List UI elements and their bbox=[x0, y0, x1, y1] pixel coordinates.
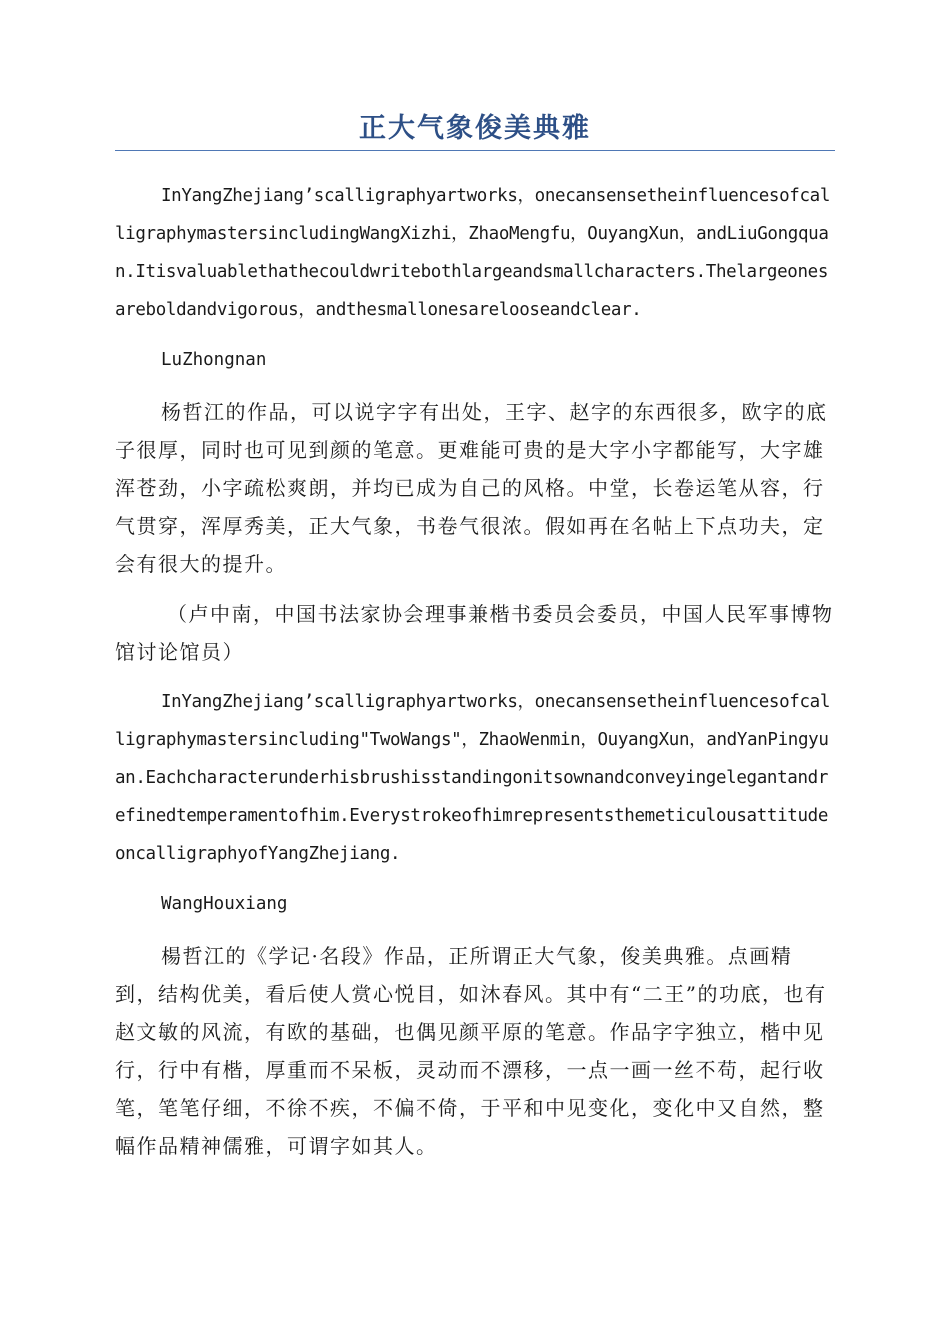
document-body bbox=[115, 177, 835, 1165]
chinese-paragraph-2: 楊哲江的《学记·名段》作品，正所谓正大气象，俊美典雅。点画精到，结构优美，看后使人赏心悦目，如沐春风。其中有“二王”的功底，也有赵文敏的风流，有欧的基础，也偶见颜平原的笔意。作品字字独立，楷中见行，行中有楷，厚重而不呆板，灵动而不漂移，一点一画一丝不苟，起行收笔，笔笔仔细，不徐不疾，不偏不倚，于平和中见变化，变化中又自然，整幅作品精神儒雅，可谓字如其人。 bbox=[115, 944, 827, 1158]
title-block bbox=[115, 112, 835, 151]
author-name-2: WangHouxiang bbox=[161, 894, 288, 914]
english-paragraph-2: InYangZhejiang’scalligraphyartworks，onecansensetheinfluencesofcalligraphymastersincluding"TwoWangs"，ZhaoWenmin，OuyangXun，andYanPingyuan.Eachcharacterunderhisbrushisstandingonitsownandconveyingelegantandrefinedtemperamentofhim.EverystrokeofhimrepresentsthemeticulousattitudeoncalligraphyofYangZhejiang. bbox=[115, 692, 831, 864]
document-title: 正大气象俊美典雅 bbox=[359, 113, 591, 144]
author-name-1: LuZhongnan bbox=[161, 350, 267, 370]
document-page bbox=[115, 112, 835, 1177]
english-paragraph-1: InYangZhejiang’scalligraphyartworks，onecansensetheinfluencesofcalligraphymastersincludingWangXizhi，ZhaoMengfu，OuyangXun，andLiuGongquan.Itisvaluablethathecouldwritebothlargeandsmallcharacters.Thelargeonesareboldandvigorous，andthesmallonesarelooseandclear. bbox=[115, 186, 831, 320]
chinese-paragraph-1: 杨哲江的作品，可以说字字有出处，王字、赵字的东西很多，欧字的底子很厚，同时也可见到颜的笔意。更难能可贵的是大字小字都能写，大字雄浑苍劲，小字疏松爽朗，并均已成为自己的风格。中堂，长卷运笔从容，行气贯穿，浑厚秀美，正大气象，书卷气很浓。假如再在名帖上下点功夫，定会有很大的提升。 bbox=[115, 400, 828, 576]
author-note: （卢中南，中国书法家协会理事兼楷书委员会委员，中国人民军事博物馆讨论馆员） bbox=[115, 602, 834, 664]
